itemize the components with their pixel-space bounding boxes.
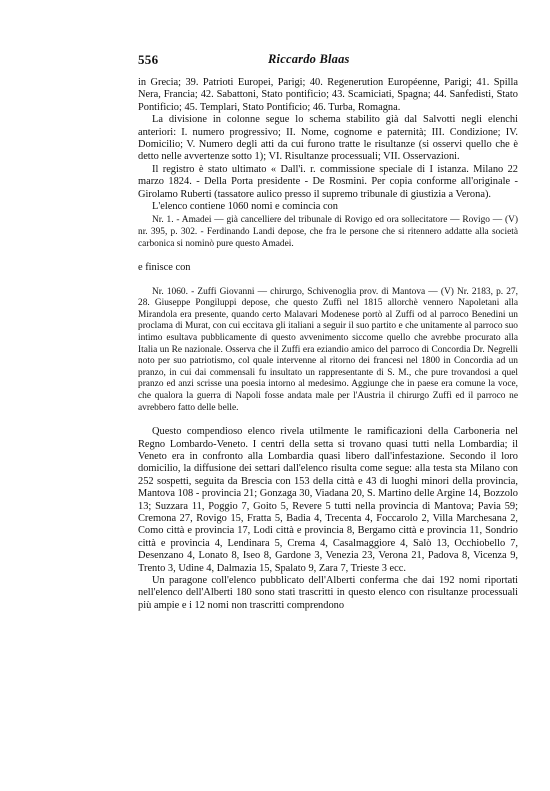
entry-last: Nr. 1060. - Zuffi Giovanni — chirurgo, Schivenoglia prov. di Mantova — (V) Nr. 2183, p. 27, 28. Giuseppe Pongiluppi depose, che questo Zuffi nel 1815 allorchè vennero Napoletani alla Mirandola era presente, quando certo Malavari Modenese portò al Zuffi od al parroco Benedini un proclama di Murat, con cui eccitava gli italiani a seguir il suo partito e che unitamente al parroco suo intimo esultava pubblicamente di questo avvenimento siccome quello che avrebbe procurato alla Italia un Re nazionale. Osserva che il Zuffi era eziandio amico del parroco di Concordia Dr. Negrelli noto per suo patriotismo, col quale intervenne al ritorno dei francesi nel 1800 in Concordia ad un pranzo, in cui dai commensali fu insultato un rappresentante di S. M., che pure trovandosi a quel pranzo ed anzi scrisse una poesia intorno al medesimo. Aggiunge che in paese era comune la voce, che qualora la guerra di Napoli fosse andata male per l'Austria il chirurgo Zuffi ed il parroco ne avrebbero fatto delle belle. xyxy=(138,286,518,413)
entry-first: Nr. 1. - Amadei — già cancelliere del tribunale di Rovigo ed ora sollecitatore — Rovigo — (V) nr. 395, p. 302. - Ferdinando Landi depose, che fra le persone che si ritennero addatte alla società carbonica si nominò pure questo Amadei. xyxy=(138,215,518,249)
page-number: 556 xyxy=(138,52,159,67)
paragraph-sect-list-end: in Grecia; 39. Patrioti Europei, Parigi; 40. Regenerution Européenne, Parigi; 41. Spilla Nera, Francia; 42. Sabattoni, Stato pontificio; 43. Scamiciati, Spagna; 44. Sanfedisti, Stato Pontificio; 45. Templari, Stato Pontificio; 46. Turba, Romagna. xyxy=(138,77,518,113)
page-body xyxy=(138,77,518,612)
paragraph-list-intro: L'elenco contiene 1060 nomi e comincia con xyxy=(152,201,338,213)
running-head: Riccardo Blaas xyxy=(268,52,350,66)
paragraph-register: Il registro è stato ultimato « Dall'i. r. commissione speciale di I istanza. Milano 22 marzo 1824. - Della Porta presidente - De Rosmini. Per copia conforme all'originale - Girolamo Ruberti (tassatore aulico presso il supremo tribunale di giustizia a Verona). xyxy=(138,163,518,200)
paragraph-ends-with: e finisce con xyxy=(138,262,191,274)
page-header xyxy=(138,52,518,70)
paragraph-compendium: Questo compendioso elenco rivela utilmente le ramificazioni della Carboneria nel Regno Lombardo-Veneto. I centri della setta si trovano quasi tutti nella Lombardia; il Veneto era in confronto alla Lombardia quasi libero dall'infestazione. Secondo il loro domicilio, la diffusione dei settari dall'elenco risulta come segue: alla testa sta Milano con 252 sospetti, seguita da Brescia con 153 della città e 43 di luoghi minori della provincia, Mantova 108 - provincia 21; Gonzaga 30, Viadana 20, S. Martino delle Argine 14, Bozzolo 13; Suzzara 11, Poggio 7, Goito 5, Revere 5 tutti nella provincia di Mantova; Pavia 59; Cremona 27, Rovigo 15, Fratta 5, Badia 4, Trecenta 4, Foccarolo 2, Villa Marchesana 2, Como città e provincia 17, Lodi città e provincia 8, Bergamo città e provincia 11, Sondrio città e provincia 4, Lendinara 5, Crema 4, Casalmaggiore 4, Salò 13, Occhiobello 7, Desenzano 4, Lonato 8, Iseo 8, Gardone 3, Venezia 23, Verona 21, Padova 8, Vicenza 9, Trento 3, Udine 4, Dalmazia 15, Spalato 9, Zara 7, Trieste 3 ecc. xyxy=(138,426,518,574)
paragraph-columns: La divisione in colonne segue lo schema stabilito già dal Salvotti negli elenchi anteriori: I. numero progressivo; II. Nome, cognome e paternità; III. Condizione; IV. Domicilio; V. Numero degli atti da cui furono tratte le risultanze (si osservi quello che è detto nelle avvertenze sotto 1); VI. Risultanze processuali; VII. Osservazioni. xyxy=(138,114,518,163)
paragraph-comparison: Un paragone coll'elenco pubblicato dell'Alberti conferma che dai 192 nomi riportati nell'elenco dell'Alberti 180 sono stati trascritti in questo elenco con risultanze processuali più ampie e i 12 nomi non trascritti comprendono xyxy=(138,575,518,611)
